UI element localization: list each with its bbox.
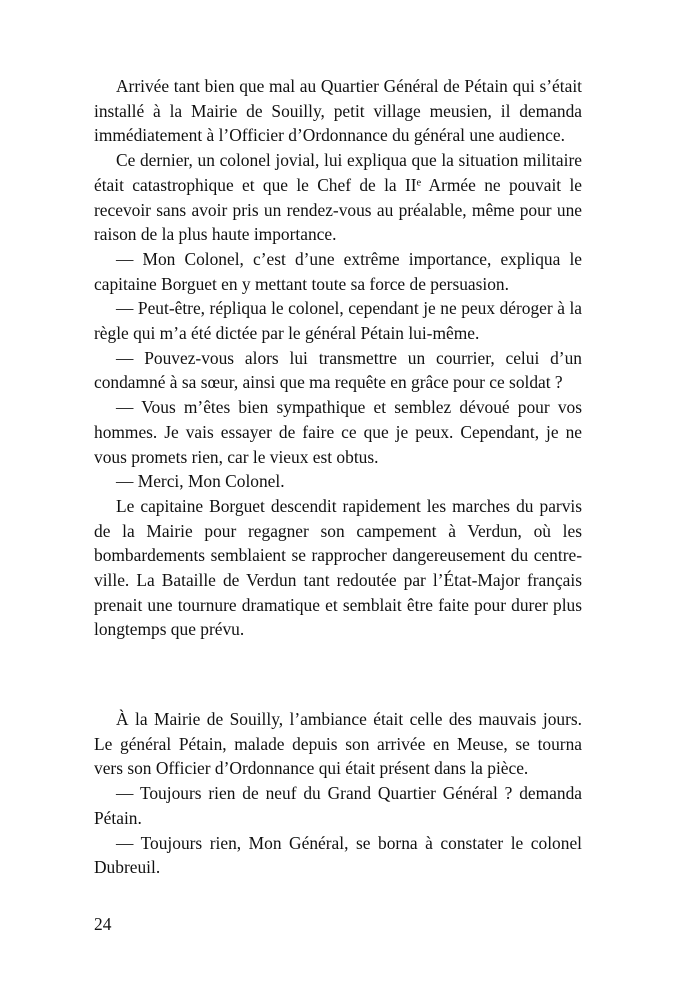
dialogue-line: — Merci, Mon Colonel. (116, 471, 285, 492)
dialogue-line: — Pouvez-vous alors lui transmettre un courrier, celui d’un condamné à sa sœur, ainsi que ma requête en grâce pour ce soldat ? (94, 347, 582, 393)
dialogue-line: — Toujours rien de neuf du Grand Quartier Général ? demanda Pétain. (94, 783, 582, 828)
page-number: 24 (94, 914, 112, 934)
ordinal-superscript: e (416, 177, 422, 189)
dialogue-line: — Mon Colonel, c’est d’une extrême importance, expliqua le capitaine Borguet en y mettant toute sa force de persuasion. (94, 248, 582, 294)
text-section-1 (94, 74, 582, 642)
paragraph-colonel-text-end: Armée ne pouvait le recevoir sans avoir pris un rendez-vous au préalable, même pour une raison de la plus haute importance. (94, 174, 582, 245)
paragraph-colonel-text-start: Ce dernier, un colonel jovial, lui expliqua que la situation militaire était catastrophique et que le Chef de la II (94, 150, 582, 195)
paragraph-colonel-jovial (94, 148, 582, 247)
paragraph-mairie-souilly: À la Mairie de Souilly, l’ambiance était celle des mauvais jours. Le général Pétain, malade depuis son arrivée en Meuse, se tourna vers son Officier d’Ordonnance qui était présent dans la pièce. (94, 709, 582, 779)
dialogue-line: — Toujours rien, Mon Général, se borna à constater le colonel Dubreuil. (94, 832, 582, 878)
paragraph-arrival: Arrivée tant bien que mal au Quartier Général de Pétain qui s’était installé à la Mairie de Souilly, petit village meusien, il demanda immédiatement à l’Officier d’Ordonnance du général une audience. (94, 76, 582, 146)
text-section-2 (94, 707, 582, 880)
dialogue-line: — Peut-être, répliqua le colonel, cependant je ne peux déroger à la règle qui m’a été dictée par le général Pétain lui-même. (94, 298, 582, 344)
dialogue-line: — Vous m’êtes bien sympathique et semblez dévoué pour vos hommes. Je vais essayer de faire ce que je peux. Cependant, je ne vous promets rien, car le vieux est obtus. (94, 397, 582, 467)
paragraph-borguet-departs: Le capitaine Borguet descendit rapidement les marches du parvis de la Mairie pour regagner son campement à Verdun, où les bombardements semblaient se rapprocher dangereusement du centre-ville. La Bataille de Verdun tant redoutée par l’État-Major français prenait une tournure dramatique et semblait être faite pour durer plus longtemps que prévu. (94, 495, 582, 640)
